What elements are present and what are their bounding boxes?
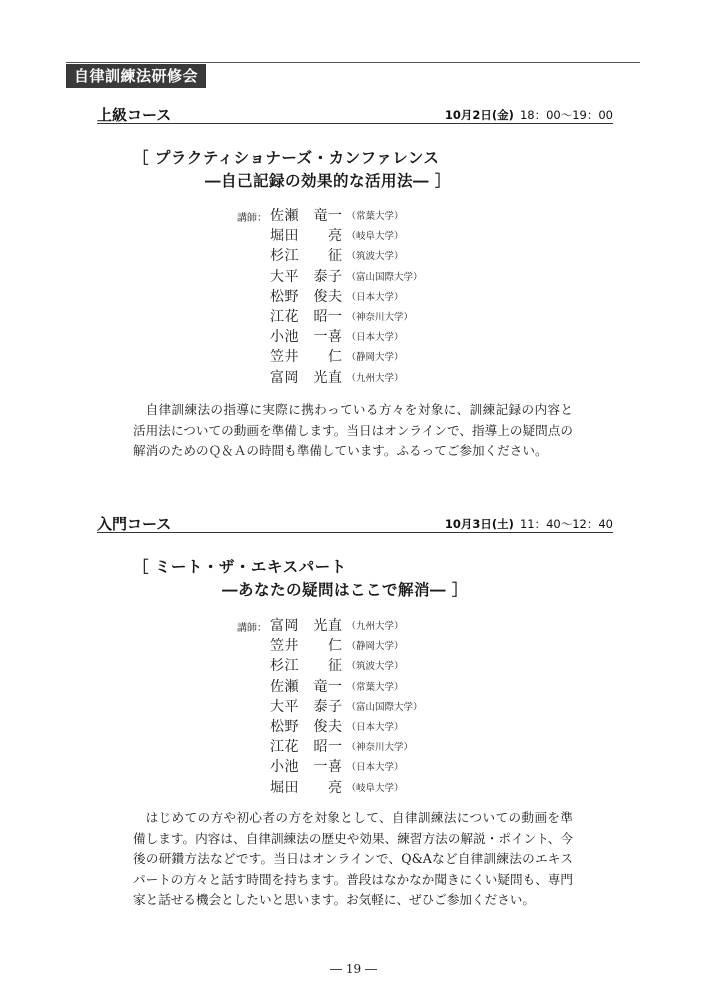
instructor-affiliation: （筑波大学） — [346, 251, 404, 263]
course-rule — [97, 123, 613, 124]
instructor-row — [270, 306, 413, 326]
instructor-name: 杉江 征 — [270, 248, 343, 265]
instructor-row — [270, 346, 404, 366]
instructor-name: 小池 一喜 — [270, 759, 343, 776]
instructor-row — [270, 266, 423, 286]
instructor-name: 江花 昭一 — [270, 739, 343, 756]
course-time: 18：00〜19：00 — [519, 108, 613, 122]
instructor-row — [270, 696, 423, 716]
session-title-line1: ［ ミート・ザ・エキスパート — [133, 557, 347, 576]
instructor-name: 堀田 亮 — [270, 228, 343, 245]
instructor-name: 松野 俊夫 — [270, 719, 343, 735]
lecturer-label: 講師： — [237, 623, 267, 634]
instructor-name: 大平 泰子 — [270, 698, 343, 715]
instructor-row — [270, 286, 404, 306]
lecturer-label: 講師： — [237, 213, 267, 224]
instructor-row — [270, 326, 404, 346]
instructor-affiliation: （岐阜大学） — [346, 782, 404, 794]
instructor-affiliation: （富山国際大学） — [346, 271, 423, 283]
course-description-beginner: はじめての方や初心者の方を対象として、自律訓練法についての動画を準備します。内容は、自律訓練法の歴史や効果、練習方法の解説・ポイント、今後の研鑽方法などです。当日はオンラインで、Q&Aなど自律訓練法のエキスパートの方々と話す時間を持ちます。普段はなかなか聞きにくい疑問も、専門家と話せる機会としたいと思います。お気軽に、ぜひご参加ください。 — [133, 810, 573, 907]
page-title: 自律訓練法研修会 — [66, 64, 206, 88]
instructor-row — [270, 777, 404, 797]
course-datetime-advanced — [445, 107, 613, 123]
instructor-affiliation: （日本大学） — [346, 722, 404, 733]
instructor-affiliation: （筑波大学） — [346, 661, 404, 673]
instructor-row — [270, 615, 404, 635]
instructor-row — [270, 655, 404, 675]
instructor-row — [270, 367, 404, 387]
course-description-advanced: 自律訓練法の指導に実際に携わっている方々を対象に、訓練記録の内容と活用法についての動画を準備します。当日はオンラインで、指導上の疑問点の解消のためのＱ＆Ａの時間も準備しています。ふるってご参加ください。 — [133, 402, 573, 458]
course-date: 10月2日(金) — [444, 108, 514, 122]
instructor-name: 富岡 光直 — [270, 618, 343, 634]
instructor-row — [270, 716, 404, 736]
instructor-row — [270, 736, 413, 756]
instructor-name: 笠井 仁 — [270, 638, 343, 655]
instructor-row — [270, 245, 404, 265]
instructor-affiliation: （常葉大学） — [346, 681, 404, 693]
instructor-affiliation: （常葉大学） — [346, 211, 404, 222]
instructor-name: 堀田 亮 — [270, 779, 343, 796]
course-datetime-beginner — [445, 516, 613, 532]
instructor-affiliation: （富山国際大学） — [346, 701, 423, 713]
instructor-affiliation: （神奈川大学） — [346, 742, 414, 754]
session-title-line2: ―あなたの疑問はここで解消― ］ — [222, 580, 468, 599]
instructor-name: 佐瀬 竜一 — [270, 208, 343, 224]
header-rule — [66, 62, 640, 63]
page-number: ― 19 ― — [330, 962, 377, 976]
instructor-name: 杉江 征 — [270, 658, 343, 675]
instructor-affiliation: （静岡大学） — [346, 352, 404, 364]
session-title-line1: ［ プラクティショナーズ・カンファレンス — [133, 148, 440, 167]
instructor-name: 佐瀬 竜一 — [270, 678, 343, 695]
instructor-affiliation: （神奈川大学） — [346, 312, 414, 323]
course-date: 10月3日(土) — [444, 517, 514, 531]
course-title-beginner: 入門コース — [97, 515, 172, 533]
instructor-name: 松野 俊夫 — [270, 288, 343, 305]
instructor-affiliation: （静岡大学） — [346, 641, 404, 653]
instructor-name: 江花 昭一 — [270, 309, 343, 325]
instructor-affiliation: （九州大学） — [346, 372, 404, 384]
instructor-row — [270, 635, 404, 655]
instructor-affiliation: （九州大学） — [346, 621, 404, 632]
instructor-name: 富岡 光直 — [270, 369, 343, 386]
course-title-advanced: 上級コース — [97, 106, 172, 124]
instructor-row — [270, 225, 404, 245]
instructor-name: 小池 一喜 — [270, 329, 343, 346]
instructor-row — [270, 676, 404, 696]
instructor-name: 笠井 仁 — [270, 349, 343, 366]
instructor-row — [270, 205, 404, 225]
instructor-affiliation: （岐阜大学） — [346, 231, 404, 243]
session-title-line2: ―自己記録の効果的な活用法― ］ — [205, 171, 451, 190]
instructor-affiliation: （日本大学） — [346, 332, 404, 344]
course-time: 11：40〜12：40 — [519, 517, 613, 531]
instructor-name: 大平 泰子 — [270, 268, 343, 285]
course-rule — [97, 532, 613, 533]
instructor-row — [270, 756, 404, 776]
instructor-affiliation: （日本大学） — [346, 762, 404, 774]
instructor-affiliation: （日本大学） — [346, 291, 404, 303]
